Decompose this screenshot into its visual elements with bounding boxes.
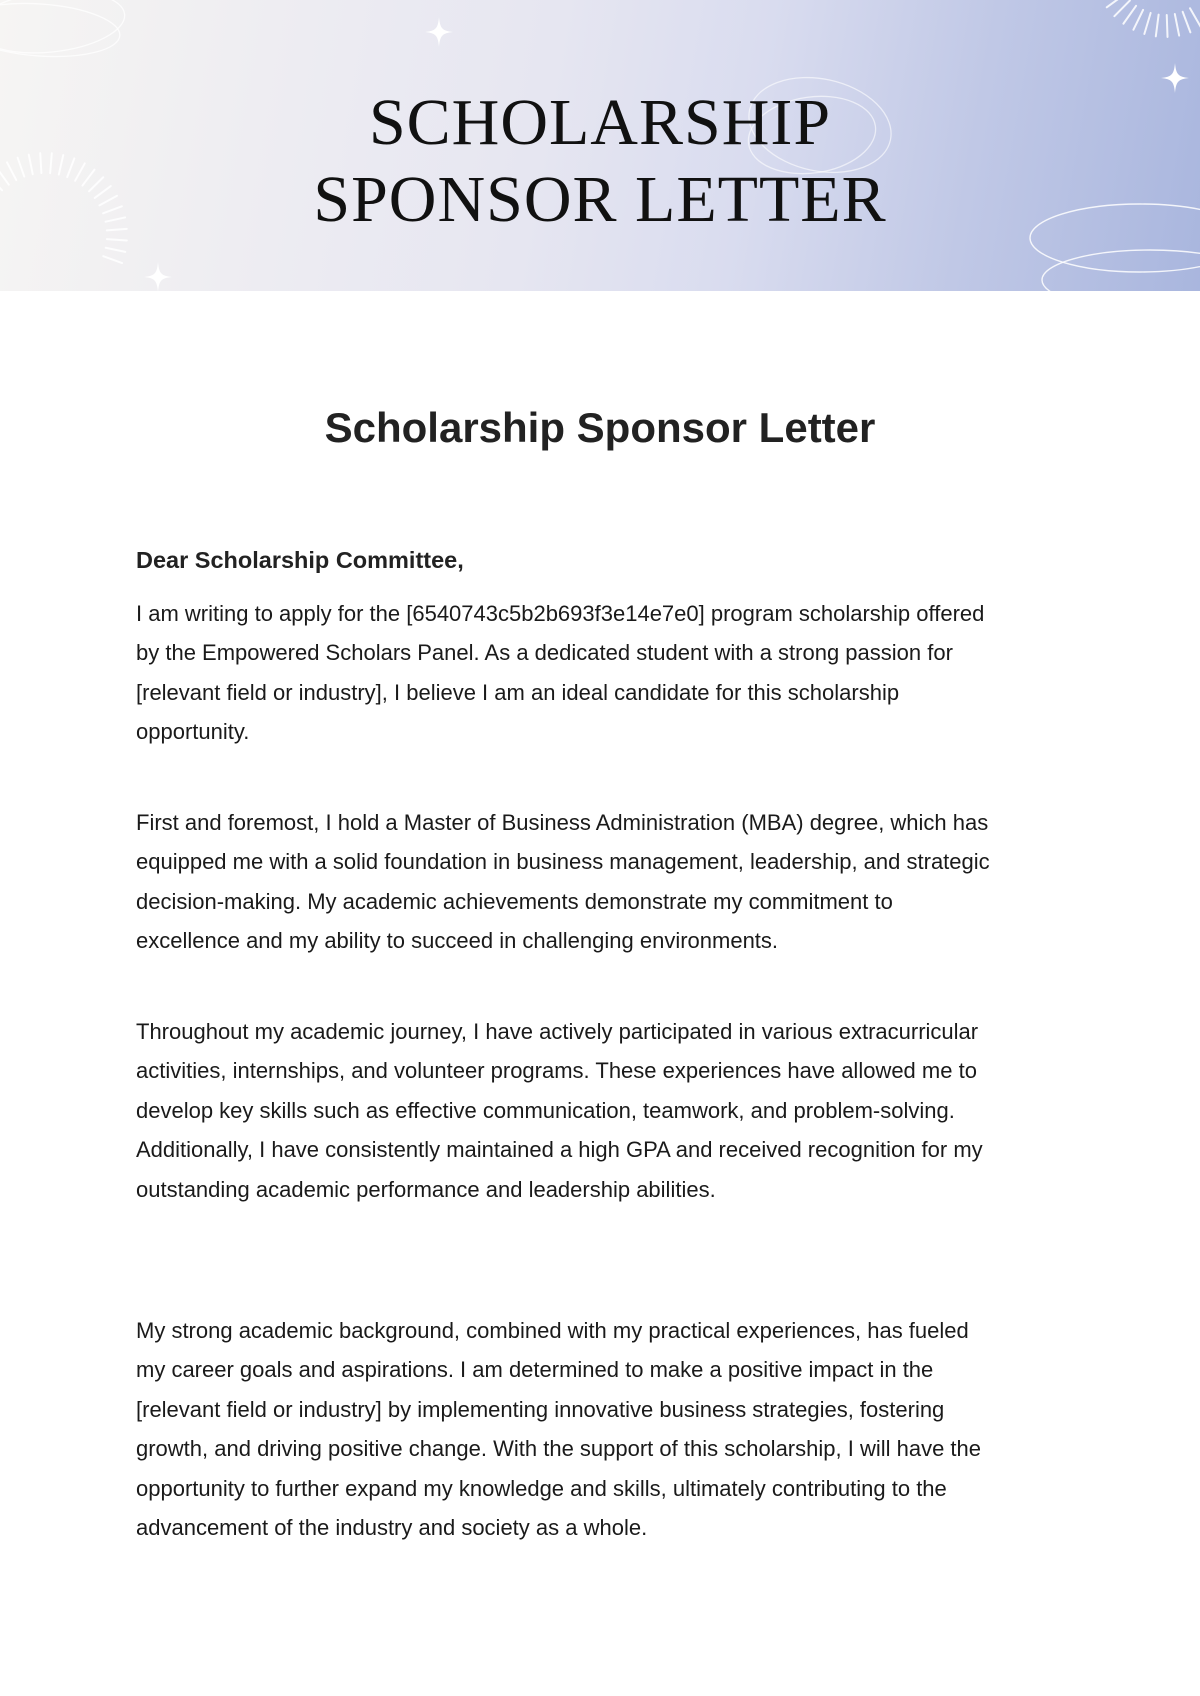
sunburst-ray bbox=[106, 248, 126, 252]
sunburst-ray bbox=[1123, 6, 1136, 24]
sunburst-ray bbox=[1114, 1, 1129, 17]
paragraph-line: opportunity to further expand my knowledge and skills, ultimately contributing to the bbox=[136, 1475, 947, 1501]
paragraph-line: by the Empowered Scholars Panel. As a dedicated student with a strong passion for bbox=[136, 640, 953, 666]
paragraph bbox=[136, 594, 1076, 752]
salutation: Dear Scholarship Committee, bbox=[136, 547, 464, 573]
sunburst-ray bbox=[1175, 14, 1179, 36]
sunburst-ray bbox=[1107, 0, 1125, 7]
paragraph-line: My strong academic background, combined with my practical experiences, has fueled bbox=[136, 1318, 969, 1343]
paragraph-line: outstanding academic performance and leadership abilities. bbox=[136, 1176, 716, 1202]
sunburst-ray bbox=[1167, 15, 1168, 37]
paragraph-line: I am writing to apply for the [6540743c5b2b693f3e14e7e0] program scholarship offered bbox=[136, 601, 985, 626]
paragraph-line: advancement of the industry and society as a whole. bbox=[136, 1515, 648, 1541]
sunburst-ray bbox=[103, 256, 122, 263]
paragraph bbox=[136, 1311, 1076, 1547]
paragraph-line: First and foremost, I hold a Master of Business Administration (MBA) degree, which has bbox=[136, 810, 989, 835]
document-heading: Scholarship Sponsor Letter bbox=[324, 404, 876, 451]
sparkle-icon bbox=[144, 262, 172, 291]
paragraph-line: develop key skills such as effective communication, teamwork, and problem-solving. bbox=[136, 1097, 955, 1123]
sunburst-ray bbox=[1133, 10, 1143, 30]
sunburst-ray bbox=[1190, 8, 1200, 27]
paragraph-line: [relevant field or industry] by implementing innovative business strategies, fostering bbox=[136, 1396, 945, 1422]
paragraph-line: my career goals and aspirations. I am determined to make a positive impact in the bbox=[136, 1357, 934, 1383]
paragraph bbox=[136, 1012, 1076, 1209]
paragraph-line: activities, internships, and volunteer programs. These experiences have allowed me to bbox=[136, 1058, 977, 1084]
paragraph-line: growth, and driving positive change. With the support of this scholarship, I will have the bbox=[136, 1436, 982, 1462]
paragraph-line: excellence and my ability to succeed in challenging environments. bbox=[136, 928, 779, 954]
sparkle-icon bbox=[425, 17, 453, 47]
paragraph-line: Additionally, I have consistently maintained a high GPA and received recognition for my bbox=[136, 1137, 983, 1163]
banner-title-line: SCHOLARSHIP bbox=[368, 86, 832, 159]
sunburst-ray bbox=[1144, 13, 1150, 34]
paragraph-line: [relevant field or industry], I believe I am an ideal candidate for this scholarship bbox=[136, 679, 900, 705]
banner-title bbox=[0, 84, 1200, 238]
sunburst-ray bbox=[1183, 12, 1191, 33]
paragraph bbox=[136, 803, 1076, 961]
paragraph-line: decision-making. My academic achievements demonstrate my commitment to bbox=[136, 888, 893, 914]
sunburst-ray bbox=[107, 239, 127, 240]
paragraph-line: equipped me with a solid foundation in business management, leadership, and strategic bbox=[136, 849, 990, 875]
sunburst-ray bbox=[1156, 15, 1159, 37]
header-banner bbox=[0, 0, 1200, 291]
paragraph-line: opportunity. bbox=[136, 719, 250, 745]
banner-title-line: SPONSOR LETTER bbox=[313, 163, 887, 236]
paragraph-line: Throughout my academic journey, I have actively participated in various extracurricular bbox=[136, 1019, 979, 1044]
